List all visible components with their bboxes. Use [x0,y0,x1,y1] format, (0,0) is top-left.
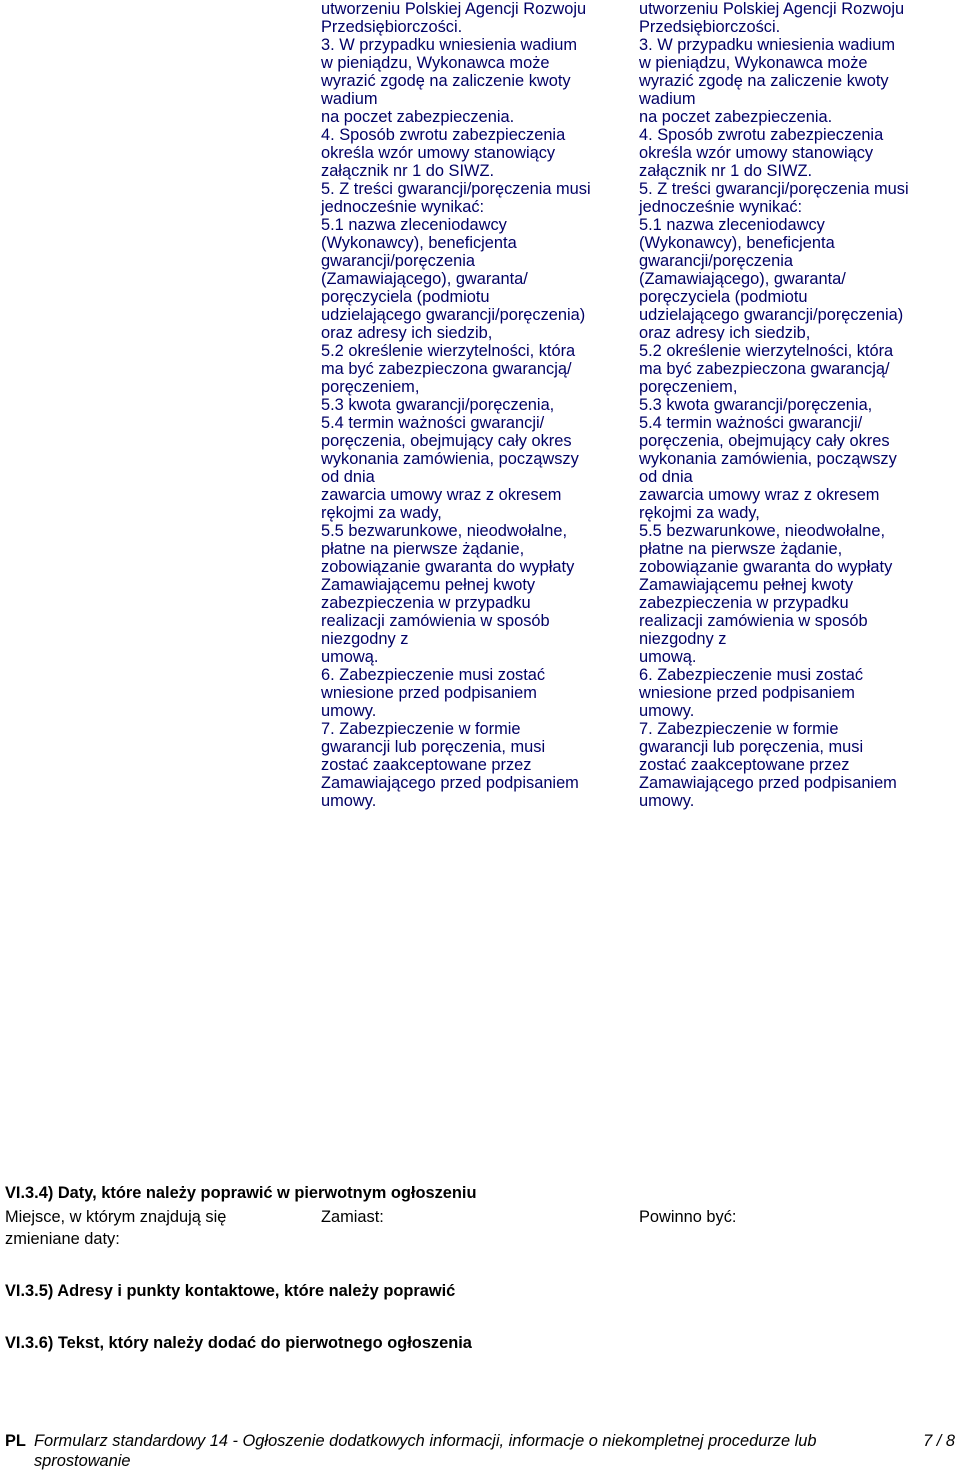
column-line: poręczeniem, [639,378,738,396]
column-line: jednocześnie wynikać: [639,198,803,216]
column-line: 7. Zabezpieczenie w formie [321,720,521,738]
section-heading-vi35: VI.3.5) Adresy i punkty kontaktowe, które należy poprawić [5,1282,456,1300]
column-line: gwarancji lub poręczenia, musi [639,738,864,756]
footer-language: PL [5,1432,26,1450]
column-line: 5.2 określenie wierzytelności, która [639,342,894,360]
column-line: załącznik nr 1 do SIWZ. [321,162,495,180]
column-line: wadium [639,90,696,108]
column-line: umowy. [321,792,377,810]
column-line: w pieniądzu, Wykonawca może [639,54,868,72]
column-line: zabezpieczenia w przypadku [639,594,849,612]
column-line: utworzeniu Polskiej Agencji Rozwoju [639,0,905,18]
column-line: 6. Zabezpieczenie musi zostać [321,666,546,684]
column-line: jednocześnie wynikać: [321,198,485,216]
footer-form-title: Formularz standardowy 14 - Ogłoszenie dodatkowych informacji, informacje o niekompletnej procedurze lub sprostowanie [33,1432,817,1470]
column-line: wadium [321,90,378,108]
column-line: rękojmi za wady, [321,504,442,522]
column-line: (Zamawiającego), gwaranta/ [321,270,528,288]
page-footer [5,1431,955,1471]
column-line: umową. [639,648,697,666]
column-line: Przedsiębiorczości. [639,18,781,36]
column-line: 6. Zabezpieczenie musi zostać [639,666,864,684]
column-line: 3. W przypadku wniesienia wadium [639,36,895,54]
column-line: realizacji zamówienia w sposób [321,612,550,630]
column-line: poręczyciela (podmiotu [639,288,808,306]
column-line: 5.1 nazwa zleceniodawcy [639,216,825,234]
column-line: oraz adresy ich siedzib, [321,324,493,342]
column-line: 5.3 kwota gwarancji/poręczenia, [321,396,555,414]
column-line: (Wykonawcy), beneficjenta [321,234,517,252]
column-line: zawarcia umowy wraz z okresem [321,486,562,504]
column-line: 5. Z treści gwarancji/poręczenia musi [321,180,591,198]
column-line: Zamawiającego przed podpisaniem [639,774,897,792]
column-line: załącznik nr 1 do SIWZ. [639,162,813,180]
column-line: ma być zabezpieczona gwarancją/ [639,360,890,378]
column-line: Zamawiającego przed podpisaniem [321,774,579,792]
column-line: 7. Zabezpieczenie w formie [639,720,839,738]
dates-instead-label: Zamiast: [321,1208,384,1226]
column-line: ma być zabezpieczona gwarancją/ [321,360,572,378]
column-line: wykonania zamówienia, począwszy [321,450,579,468]
column-line: realizacji zamówienia w sposób [639,612,868,630]
column-line: rękojmi za wady, [639,504,760,522]
column-line: 5.4 termin ważności gwarancji/ [639,414,863,432]
column-line: oraz adresy ich siedzib, [639,324,811,342]
column-instead-text [321,0,641,810]
column-line: 5.4 termin ważności gwarancji/ [321,414,545,432]
column-line: udzielającego gwarancji/poręczenia) [639,306,904,324]
column-line: w pieniądzu, Wykonawca może [321,54,550,72]
column-line: poręczeniem, [321,378,420,396]
column-line: niezgodny z [639,630,727,648]
column-should-be-text [639,0,959,810]
column-line: zabezpieczenia w przypadku [321,594,531,612]
column-line: płatne na pierwsze żądanie, [321,540,525,558]
footer-page-number: 7 / 8 [923,1432,955,1450]
column-line: na poczet zabezpieczenia. [639,108,833,126]
column-line: 5.5 bezwarunkowe, nieodwołalne, [639,522,886,540]
column-line: zobowiązanie gwaranta do wypłaty [639,558,893,576]
column-line: 4. Sposób zwrotu zabezpieczenia [321,126,566,144]
column-line: umową. [321,648,379,666]
column-line: wniesione przed podpisaniem [639,684,855,702]
column-line: 5.2 określenie wierzytelności, która [321,342,576,360]
column-line: gwarancji/poręczenia [639,252,793,270]
column-line: 5.1 nazwa zleceniodawcy [321,216,507,234]
column-line: od dnia [639,468,693,486]
column-line: na poczet zabezpieczenia. [321,108,515,126]
column-line: określa wzór umowy stanowiący [639,144,874,162]
column-line: poręczenia, obejmujący cały okres [321,432,572,450]
column-line: płatne na pierwsze żądanie, [639,540,843,558]
column-line: utworzeniu Polskiej Agencji Rozwoju [321,0,587,18]
column-line: umowy. [639,792,695,810]
dates-place-label: Miejsce, w którym znajdują się zmieniane daty: [5,1208,227,1248]
column-line: udzielającego gwarancji/poręczenia) [321,306,586,324]
column-line: umowy. [639,702,695,720]
column-line: zostać zaakceptowane przez [321,756,532,774]
column-line: wykonania zamówienia, począwszy [639,450,897,468]
section-heading-vi36: VI.3.6) Tekst, który należy dodać do pierwotnego ogłoszenia [5,1334,472,1352]
column-line: (Wykonawcy), beneficjenta [639,234,835,252]
column-line: gwarancji lub poręczenia, musi [321,738,546,756]
column-line: 4. Sposób zwrotu zabezpieczenia [639,126,884,144]
column-line: 3. W przypadku wniesienia wadium [321,36,577,54]
column-line: Zamawiającemu pełnej kwoty [639,576,854,594]
column-line: umowy. [321,702,377,720]
column-line: zostać zaakceptowane przez [639,756,850,774]
section-heading-vi34: VI.3.4) Daty, które należy poprawić w pierwotnym ogłoszeniu [5,1184,477,1202]
column-line: 5. Z treści gwarancji/poręczenia musi [639,180,909,198]
column-line: gwarancji/poręczenia [321,252,475,270]
column-line: wyrazić zgodę na zaliczenie kwoty [639,72,889,90]
column-line: Zamawiającemu pełnej kwoty [321,576,536,594]
column-line: wniesione przed podpisaniem [321,684,537,702]
column-line: 5.3 kwota gwarancji/poręczenia, [639,396,873,414]
column-line: od dnia [321,468,375,486]
column-line: Przedsiębiorczości. [321,18,463,36]
column-line: określa wzór umowy stanowiący [321,144,556,162]
column-line: zawarcia umowy wraz z okresem [639,486,880,504]
column-line: poręczenia, obejmujący cały okres [639,432,890,450]
column-line: poręczyciela (podmiotu [321,288,490,306]
column-line: 5.5 bezwarunkowe, nieodwołalne, [321,522,568,540]
column-line: wyrazić zgodę na zaliczenie kwoty [321,72,571,90]
column-line: zobowiązanie gwaranta do wypłaty [321,558,575,576]
column-line: niezgodny z [321,630,409,648]
dates-should-be-label: Powinno być: [639,1208,737,1226]
column-line: (Zamawiającego), gwaranta/ [639,270,846,288]
